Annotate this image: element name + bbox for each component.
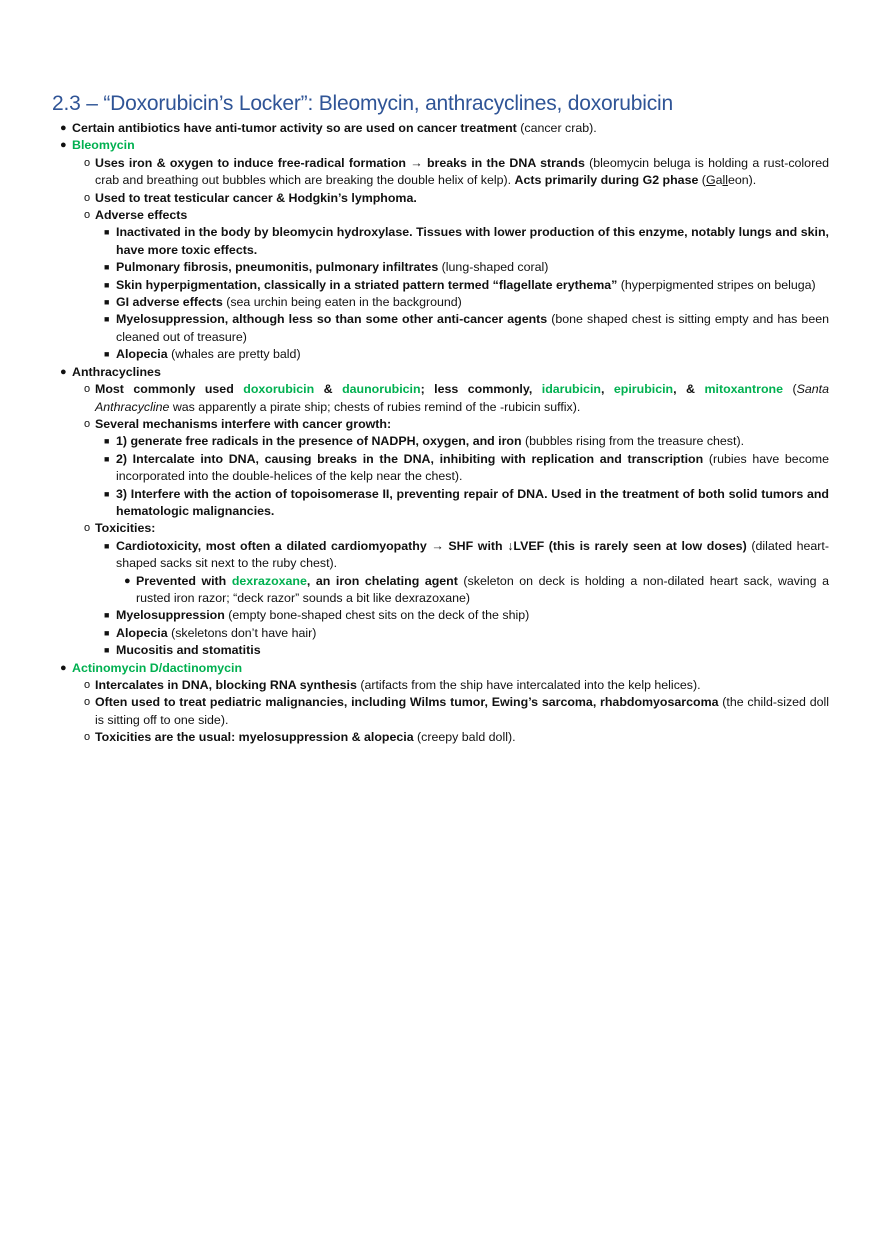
square-marker: ■ bbox=[104, 227, 110, 238]
list-item-bleomycin-uses: o Used to treat testicular cancer & Hodgkin’s lymphoma. bbox=[0, 190, 829, 207]
section-title: 2.3 – “Doxorubicin’s Locker”: Bleomycin, anthracyclines, doxorubicin bbox=[52, 92, 673, 115]
list-item-adverse-effect: ■ Skin hyperpigmentation, classically in a striated pattern termed “flagellate erythema” (hyperpigmented stripes on beluga) bbox=[0, 277, 829, 294]
list-item-toxicities-heading: o Toxicities: bbox=[0, 520, 829, 537]
square-marker: ■ bbox=[104, 645, 110, 656]
list-item-actinomycin-point: o Intercalates in DNA, blocking RNA synthesis (artifacts from the ship have intercalated into the kelp helices). bbox=[0, 677, 829, 694]
bullet-marker: ● bbox=[60, 139, 67, 152]
square-marker: ■ bbox=[104, 297, 110, 308]
circle-marker: o bbox=[84, 696, 91, 709]
circle-marker: o bbox=[84, 383, 91, 396]
list-item-adverse-effect: ■ Myelosuppression, although less so than some other anti-cancer agents (bone shaped chest is sitting empty and has been cleaned out of treasure) bbox=[104, 312, 829, 344]
list-item-intro: ● Certain antibiotics have anti-tumor activity so are used on cancer treatment (cancer crab). bbox=[0, 120, 832, 137]
circle-marker: o bbox=[84, 156, 91, 169]
circle-marker: o bbox=[84, 679, 91, 691]
list-item-mechanism: ■ 3) Interfere with the action of topoisomerase II, preventing repair of DNA. Used in the treatment of both solid tumors and hematologic malignancies. bbox=[104, 486, 829, 518]
square-marker: ■ bbox=[104, 349, 110, 360]
list-item-adverse-effect: ■ GI adverse effects (sea urchin being eaten in the background) bbox=[0, 294, 829, 311]
bullet-marker: ● bbox=[124, 574, 131, 587]
circle-marker: o bbox=[84, 522, 91, 535]
square-marker: ■ bbox=[104, 540, 110, 551]
square-marker: ■ bbox=[104, 453, 110, 464]
circle-marker: o bbox=[84, 191, 91, 204]
square-marker: ■ bbox=[104, 436, 110, 447]
list-item-adverse-effect: ■ Inactivated in the body by bleomycin hydroxylase. Tissues with lower production of this enzyme, notably lungs and skin, have more toxic effects. bbox=[104, 225, 829, 257]
bullet-marker: ● bbox=[60, 365, 67, 378]
list-item-toxicity: ■ Myelosuppression (empty bone-shaped chest sits on the deck of the ship) bbox=[0, 607, 829, 624]
circle-marker: o bbox=[84, 209, 91, 222]
list-item-toxicity: ■ Alopecia (skeletons don’t have hair) bbox=[0, 625, 829, 642]
list-item-toxicity-cardio: ■ Cardiotoxicity, most often a dilated cardiomyopathy → SHF with ↓LVEF (this is rarely seen at low doses) (dilated heart-shaped sacks sit next to the ruby chest). bbox=[104, 538, 829, 571]
square-marker: ■ bbox=[104, 279, 110, 290]
square-marker: ■ bbox=[104, 262, 110, 273]
drug-heading-bleomycin: Bleomycin bbox=[72, 138, 135, 153]
drug-heading-actinomycin: Actinomycin D/dactinomycin bbox=[72, 660, 243, 675]
bullet-marker: ● bbox=[60, 122, 67, 134]
list-item-anthracyclines bbox=[0, 364, 832, 381]
list-item-mechanism: ■ 1) generate free radicals in the presence of NADPH, oxygen, and iron (bubbles rising from the treasure chest). bbox=[0, 433, 829, 450]
drug-class-heading: Anthracyclines bbox=[72, 364, 161, 379]
square-marker: ■ bbox=[104, 488, 110, 499]
circle-marker: o bbox=[84, 417, 91, 430]
bullet-marker: ● bbox=[60, 661, 67, 674]
square-marker: ■ bbox=[104, 627, 110, 638]
list-item-actinomycin bbox=[0, 660, 832, 677]
square-marker: ■ bbox=[104, 314, 110, 325]
list-item-actinomycin-point: o Often used to treat pediatric malignancies, including Wilms tumor, Ewing’s sarcoma, rhabdomyosarcoma (the child-sized doll is sitting off to one side). bbox=[84, 695, 829, 727]
list-item-actinomycin-point: o Toxicities are the usual: myelosuppression & alopecia (creepy bald doll). bbox=[0, 729, 829, 746]
notes-content bbox=[0, 120, 880, 747]
list-item-bleomycin bbox=[0, 137, 832, 154]
list-item-adverse-effect: ■ Alopecia (whales are pretty bald) bbox=[0, 346, 829, 363]
list-item-adverse-effect: ■ Pulmonary fibrosis, pneumonitis, pulmonary infiltrates (lung-shaped coral) bbox=[0, 259, 829, 276]
list-item-anthracycline-drugs: o Most commonly used doxorubicin & daunorubicin; less commonly, idarubicin, epirubicin, & mitoxantrone (Santa Anthracycline was apparently a pirate ship; chests of rubies remind of the -rubicin suffix). bbox=[84, 382, 829, 414]
list-item-toxicity: ■ Mucositis and stomatitis bbox=[0, 642, 829, 659]
square-marker: ■ bbox=[104, 610, 110, 621]
list-item-bleomycin-adverse-heading: o Adverse effects bbox=[0, 207, 829, 224]
list-item-dexrazoxane: ● Prevented with dexrazoxane, an iron chelating agent (skeleton on deck is holding a non-dilated heart sack, waving a rusted iron razor; “deck razor” sounds a bit like dexrazoxane) bbox=[124, 573, 829, 605]
list-item-mechanisms-heading: o Several mechanisms interfere with cancer growth: bbox=[0, 416, 829, 433]
list-item-mechanism: ■ 2) Intercalate into DNA, causing breaks in the DNA, inhibiting with replication and transcription (rubies have become incorporated into the double-helices of the kelp near the chest). bbox=[104, 451, 829, 484]
list-item-bleomycin-mechanism: o Uses iron & oxygen to induce free-radical formation → breaks in the DNA strands (bleomycin beluga is holding a rust-colored crab and breathing out bubbles which are breaking the double helix of kelp). Acts primarily during G2 phase (Galleon). bbox=[84, 155, 829, 188]
circle-marker: o bbox=[84, 731, 91, 744]
